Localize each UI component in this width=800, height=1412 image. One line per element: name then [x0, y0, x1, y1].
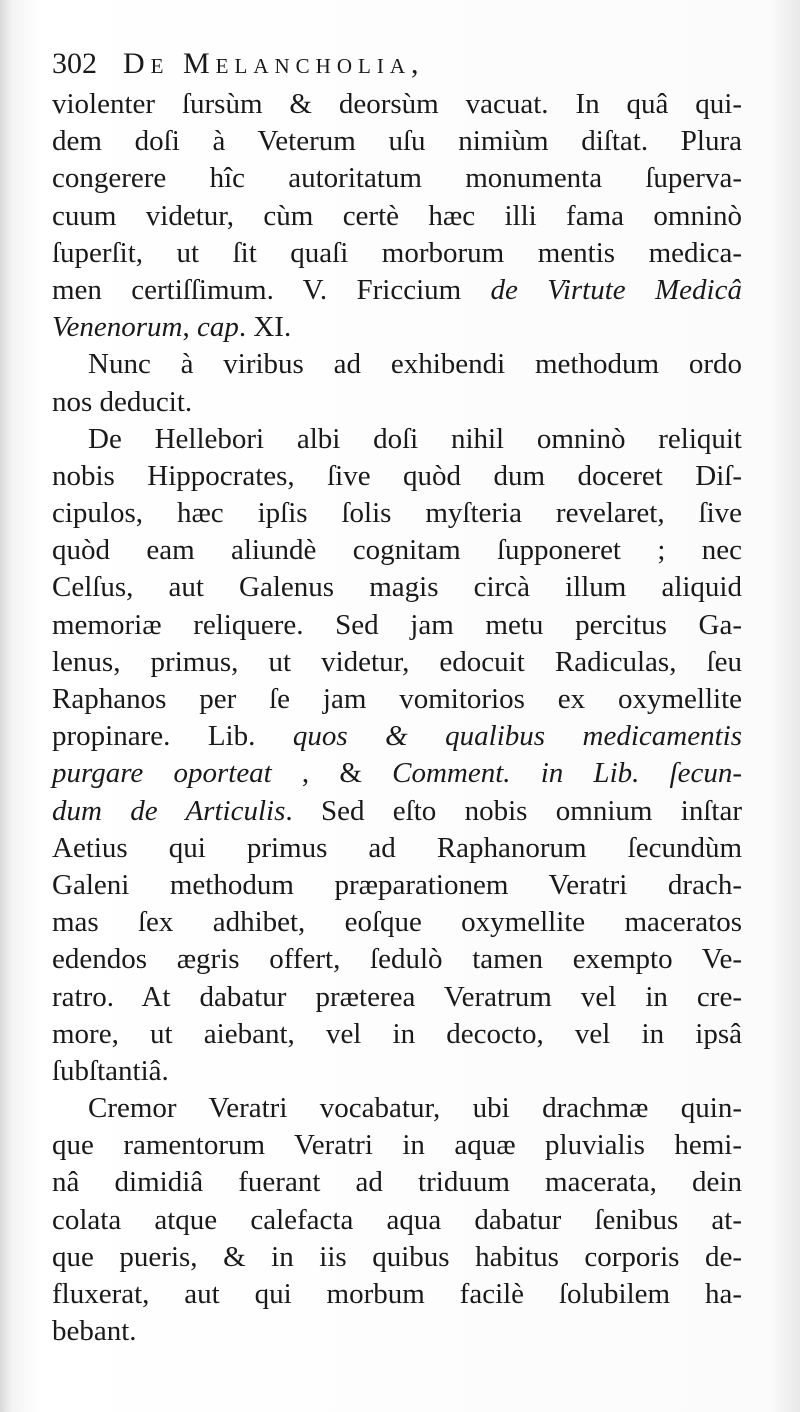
text-segment: more, ut aiebant, vel in decocto, vel in ipsâ: [52, 1017, 742, 1050]
text-line: [52, 1016, 742, 1053]
text-line: [52, 1202, 742, 1239]
text-segment: nâ dimidiâ fuerant ad triduum macerata, dein: [52, 1166, 742, 1199]
text-line: [52, 1090, 742, 1127]
text-segment: ſuperſit, ut ſit quaſi morborum mentis medica-: [52, 236, 742, 269]
text-line: [52, 755, 742, 792]
text-line: [52, 569, 742, 606]
text-segment: Cremor Veratri vocabatur, ubi drachmæ quin-: [88, 1092, 742, 1125]
running-title: De Melancholia,: [123, 47, 425, 80]
text-segment: . XI.: [238, 311, 292, 344]
page-header: [52, 42, 742, 86]
text-segment: propinare. Lib.: [52, 720, 293, 753]
text-segment: mas ſex adhibet, eoſque oxymellite maceratos: [52, 906, 742, 939]
text-segment: De Hellebori albi doſi nihil omninò reliquit: [88, 422, 742, 455]
text-line: [52, 867, 742, 904]
text-line: [52, 198, 742, 235]
text-segment: cipulos, hæc ipſis ſolis myſteria revelaret, ſive: [52, 497, 742, 530]
text-segment: que pueris, & in iis quibus habitus corporis de-: [52, 1240, 742, 1273]
text-line: [52, 309, 742, 346]
italic-text-segment: purgare oporteat: [52, 757, 272, 790]
text-segment: Raphanos per ſe jam vomitorios ex oxymellite: [52, 683, 742, 715]
text-segment: men certiſſimum. V. Friccium: [52, 273, 491, 306]
text-line: [52, 1127, 742, 1164]
italic-text-segment: cap: [196, 311, 239, 344]
text-segment: fluxerat, aut qui morbum facilè ſolubilem ha-: [52, 1278, 742, 1310]
text-segment: nobis Hippocrates, ſive quòd dum doceret Diſ-: [52, 459, 742, 492]
italic-text-segment: Comment. in Lib. ſecun-: [392, 757, 743, 790]
text-line: [52, 384, 742, 421]
text-segment: edendos ægris offert, ſedulò tamen exempto Ve-: [52, 943, 742, 976]
text-segment: quòd eam aliundè cognitam ſupponeret ; nec: [52, 534, 742, 567]
italic-text-segment: Venenorum: [52, 311, 183, 344]
italic-text-segment: dum de Articulis: [52, 794, 286, 827]
text-line: [52, 1164, 742, 1201]
italic-text-segment: de Virtute Medicâ: [490, 273, 742, 306]
text-segment: lenus, primus, ut videtur, edocuit Radiculas, ſeu: [52, 645, 742, 678]
text-line: [52, 644, 742, 681]
body-text: [52, 86, 742, 1350]
text-line: [52, 495, 742, 532]
text-line: [52, 346, 742, 383]
text-segment: ,: [182, 311, 197, 344]
page-text-block: [52, 42, 742, 1350]
text-line: [52, 421, 742, 458]
text-segment: violenter ſursùm & deorsùm vacuat. In quâ qui-: [52, 88, 742, 120]
text-segment: , &: [271, 757, 393, 790]
text-segment: Nunc à viribus ad exhibendi methodum ordo: [88, 348, 742, 381]
text-segment: congerere hîc autoritatum monumenta ſuperva-: [52, 162, 742, 195]
text-line: [52, 272, 742, 309]
text-line: [52, 1053, 742, 1090]
text-segment: colata atque calefacta aqua dabatur ſenibus at-: [52, 1203, 742, 1236]
text-line: [52, 86, 742, 123]
text-segment: que ramentorum Veratri in aquæ pluvialis hemi-: [52, 1129, 742, 1162]
text-line: [52, 123, 742, 160]
text-line: [52, 1239, 742, 1276]
text-line: [52, 793, 742, 830]
text-line: [52, 458, 742, 495]
text-line: [52, 941, 742, 978]
text-segment: . Sed eſto nobis omnium inſtar: [285, 794, 742, 827]
text-line: [52, 830, 742, 867]
text-segment: dem doſi à Veterum uſu nimiùm diſtat. Plura: [52, 125, 742, 158]
text-segment: cuum videtur, cùm certè hæc illi fama omninò: [52, 199, 742, 232]
page-number: 302: [52, 47, 97, 80]
text-segment: ſubſtantiâ.: [52, 1054, 169, 1087]
text-line: [52, 681, 742, 718]
text-line: [52, 235, 742, 272]
text-line: [52, 1276, 742, 1313]
text-line: [52, 979, 742, 1016]
text-segment: nos deducit.: [52, 385, 193, 418]
text-segment: Aetius qui primus ad Raphanorum ſecundùm: [52, 831, 742, 864]
text-line: [52, 1313, 742, 1350]
text-segment: ratro. At dabatur præterea Veratrum vel in cre-: [52, 980, 742, 1013]
text-segment: Galeni methodum præparationem Veratri drach-: [52, 868, 742, 901]
text-line: [52, 160, 742, 197]
text-line: [52, 904, 742, 941]
text-line: [52, 718, 742, 755]
text-line: [52, 532, 742, 569]
text-line: [52, 607, 742, 644]
text-segment: memoriæ reliquere. Sed jam metu percitus Ga-: [52, 608, 742, 641]
text-segment: Celſus, aut Galenus magis circà illum aliquid: [52, 571, 742, 604]
italic-text-segment: quos & qualibus medicamentis: [292, 720, 743, 753]
text-segment: bebant.: [52, 1315, 137, 1348]
